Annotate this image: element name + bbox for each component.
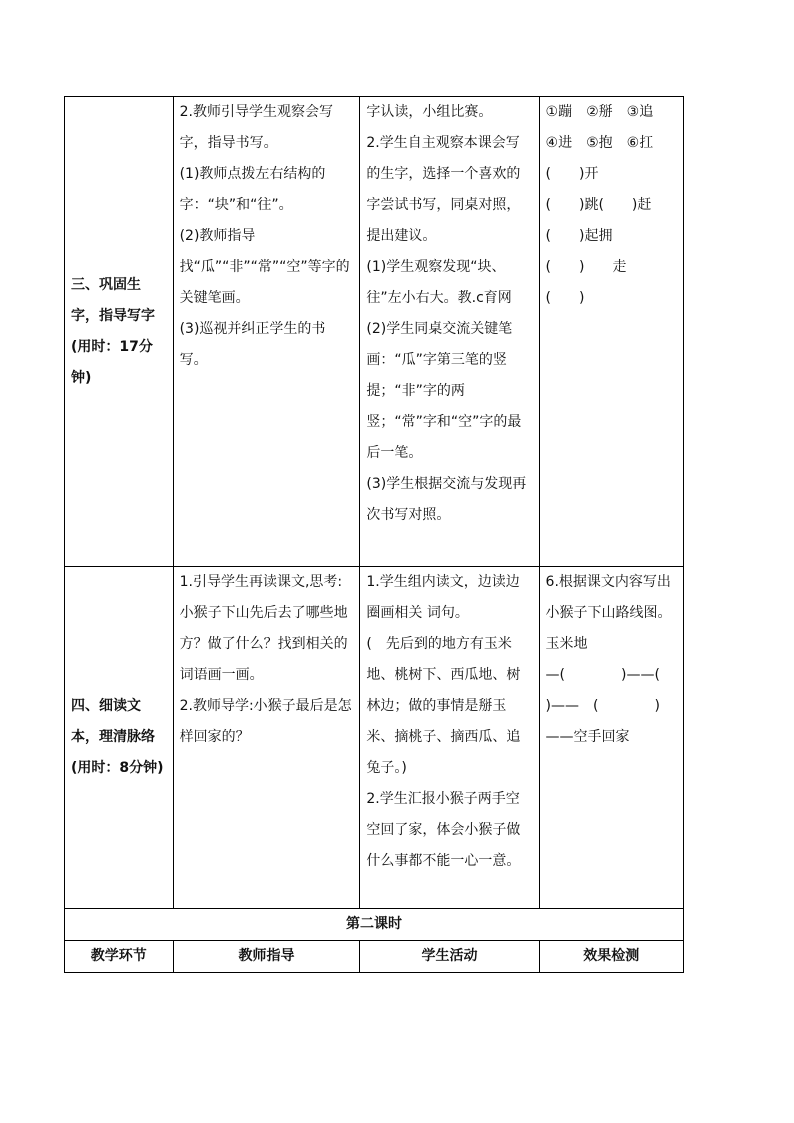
paragraph: ( ) 走 bbox=[545, 259, 627, 275]
paragraph: 1.引导学生再读课文,思考:小猴子下山先后去了哪些地方？做了什么？找到相关的词语画一画。 bbox=[179, 574, 348, 683]
section-title: 第二课时 bbox=[65, 909, 684, 941]
paragraph: ( )起拥 bbox=[545, 228, 613, 244]
paragraph: ( )开 bbox=[545, 166, 599, 182]
column-header: 效果检测 bbox=[539, 941, 683, 973]
paragraph: 字认读，小组比赛。 bbox=[366, 104, 493, 120]
paragraph: (2)教师指导找“瓜”“非”“常”“空”等字的关键笔画。 bbox=[179, 228, 350, 306]
table-row bbox=[65, 567, 684, 909]
stage-cell: 三、巩固生字，指导写字(用时：17分钟) bbox=[65, 97, 174, 567]
teacher-guidance-cell bbox=[173, 97, 360, 567]
table-row bbox=[65, 97, 684, 567]
paragraph: ——空手回家 bbox=[545, 729, 630, 745]
paragraph: ( ) bbox=[545, 290, 585, 306]
effect-check-cell bbox=[539, 97, 683, 567]
paragraph: (3)巡视并纠正学生的书写。 bbox=[179, 321, 326, 368]
paragraph: 2.学生自主观察本课会写的生字，选择一个喜欢的字尝试书写，同桌对照，提出建议。 bbox=[366, 135, 521, 244]
header-row bbox=[65, 941, 684, 973]
student-activity-cell bbox=[360, 567, 539, 909]
student-activity-cell bbox=[360, 97, 539, 567]
column-header: 学生活动 bbox=[360, 941, 539, 973]
paragraph: 6.根据课文内容写出小猴子下山路线图。 bbox=[545, 574, 672, 621]
paragraph: 玉米地 bbox=[545, 636, 588, 652]
paragraph: ( )跳( )赶 bbox=[545, 197, 652, 213]
paragraph: —( )——( )—— ( ) bbox=[545, 667, 688, 714]
paragraph: 2.教师导学:小猴子最后是怎样回家的？ bbox=[179, 698, 352, 745]
paragraph: (1)教师点拨左右结构的字：“块”和“往”。 bbox=[179, 166, 326, 213]
paragraph: 2.教师引导学生观察会写字，指导书写。 bbox=[179, 104, 333, 151]
column-header: 教师指导 bbox=[173, 941, 360, 973]
paragraph: 2.学生汇报小猴子两手空空回了家，体会小猴子做什么事都不能一心一意。 bbox=[366, 791, 521, 869]
teacher-guidance-cell bbox=[173, 567, 360, 909]
effect-check-cell bbox=[539, 567, 688, 909]
column-header: 教学环节 bbox=[65, 941, 174, 973]
section-title-row bbox=[65, 909, 684, 941]
paragraph: ④进 ⑤抱 ⑥扛 bbox=[545, 135, 654, 151]
lesson-plan-table bbox=[64, 96, 688, 973]
paragraph: (3)学生根据交流与发现再次书写对照。 bbox=[366, 476, 527, 523]
paragraph: (2)学生同桌交流关键笔画：“瓜”字第三笔的竖提；“非”字的两竖；“常”字和“空”字的最后一笔。 bbox=[366, 321, 522, 461]
paragraph: (1)学生观察发现“块、往”左小右大。教.c育网 bbox=[366, 259, 512, 306]
paragraph: ( 先后到的地方有玉米地、桃树下、西瓜地、树林边；做的事情是掰玉米、摘桃子、摘西瓜、追兔子。) bbox=[366, 636, 521, 776]
stage-cell: 四、细读文本，理清脉络(用时：8分钟) bbox=[65, 567, 174, 909]
paragraph: ①蹦 ②掰 ③追 bbox=[545, 104, 654, 120]
paragraph: 1.学生组内读文，边读边圈画相关 词句。 bbox=[366, 574, 520, 621]
